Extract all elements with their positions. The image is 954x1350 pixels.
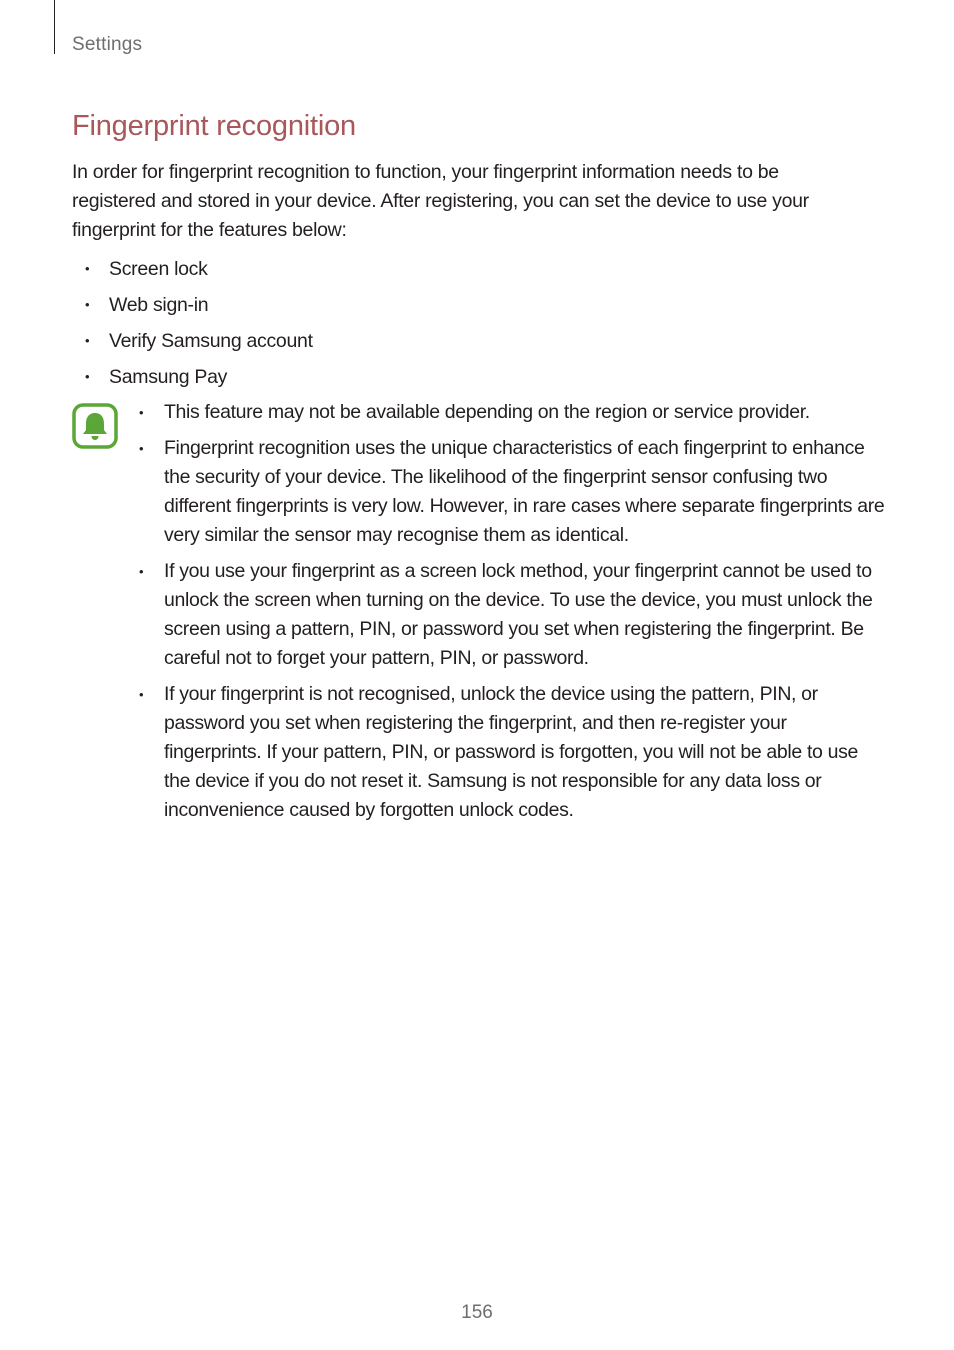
note-item: • This feature may not be available depending on the region or service provider. bbox=[127, 398, 887, 427]
note-item: • If your fingerprint is not recognised, unlock the device using the pattern, PIN, or password you set when registering the fingerprint, and then re-register your fingerprints. If your pattern, PIN, or password is forgotten, you will not be able to use the device if you do not reset it. Samsung is not responsible for any data loss or inconvenience caused by forgotten unlock codes. bbox=[127, 680, 887, 825]
margin-rule bbox=[54, 0, 55, 54]
section-label: Settings bbox=[72, 34, 143, 55]
page-number: 156 bbox=[461, 1302, 493, 1323]
list-item: • Web sign-in bbox=[72, 290, 313, 326]
page-title: Fingerprint recognition bbox=[72, 110, 356, 142]
note-item: • Fingerprint recognition uses the unique characteristics of each fingerprint to enhance the security of your device. The likelihood of the fingerprint sensor confusing two different fingerprints is very low. However, in rare cases where separate fingerprints are very similar the sensor may recognise them as identical. bbox=[127, 434, 887, 550]
list-item: • Samsung Pay bbox=[72, 362, 313, 398]
list-item: • Verify Samsung account bbox=[72, 326, 313, 362]
notes-list bbox=[127, 398, 887, 832]
bell-icon bbox=[72, 403, 118, 449]
note-item: • If you use your fingerprint as a screen lock method, your fingerprint cannot be used to unlock the screen when turning on the device. To use the device, you must unlock the screen using a pattern, PIN, or password you set when registering the fingerprint. Be careful not to forget your pattern, PIN, or password. bbox=[127, 557, 887, 673]
list-item: • Screen lock bbox=[72, 254, 313, 290]
feature-list bbox=[72, 254, 313, 398]
intro-paragraph: In order for fingerprint recognition to function, your fingerprint information needs to be registered and stored in your device. After registering, you can set the device to use your fingerprint for the features below: bbox=[72, 161, 809, 241]
